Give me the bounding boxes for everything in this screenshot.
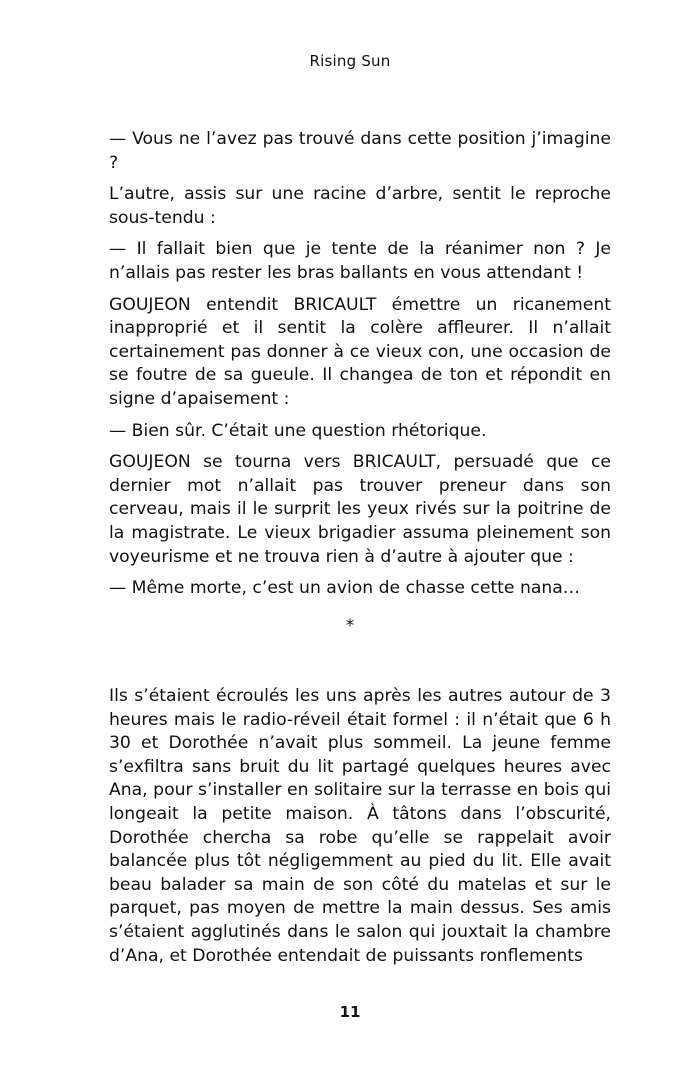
paragraph: GOUJEON entendit BRICAULT émettre un ricanement inapproprié et il sentit la colère affleurer. Il n’allait certainement pas donner à ce vieux con, une occasion de se foutre de sa gueule. Il changea de ton et répondit en signe d’apaisement : xyxy=(109,294,611,409)
paragraph: Ils s’étaient écroulés les uns après les autres autour de 3 heures mais le radio-réveil était formel : il n’était que 6 h 30 et Dorothée n’avait plus sommeil. La jeune femme s’exfiltra sans bruit du lit partagé quelques heures avec Ana, pour s’installer en solitaire sur la terrasse en bois qui longeait la petite maison. À tâtons dans l’obscurité, Dorothée chercha sa robe qu’elle se rappelait avoir balancée plus tôt négligemment au pied du lit. Elle avait beau balader sa main de son côté du matelas et sur le parquet, pas moyen de mettre la main dessus. Ses amis s’étaient agglutinés dans le salon qui jouxtait la chambre d’Ana, et Dorothée entendait de puissants ronflements xyxy=(109,686,611,966)
paragraph: — Même morte, c’est un avion de chasse cette nana… xyxy=(109,578,580,599)
running-title: Rising Sun xyxy=(309,52,391,70)
section-separator: * xyxy=(345,616,355,636)
paragraph: — Il fallait bien que je tente de la réanimer non ? Je n’allais pas rester les bras ballants en vous attendant ! xyxy=(109,239,611,283)
page-number: 11 xyxy=(339,1003,361,1021)
paragraph: — Vous ne l’avez pas trouvé dans cette position j’imagine ? xyxy=(109,129,611,173)
paragraph: — Bien sûr. C’était une question rhétorique. xyxy=(109,420,487,441)
paragraph: L’autre, assis sur une racine d’arbre, sentit le reproche sous-tendu : xyxy=(109,184,611,228)
text-section-1 xyxy=(109,128,611,609)
text-section-2 xyxy=(109,685,611,968)
paragraph: GOUJEON se tourna vers BRICAULT, persuadé que ce dernier mot n’allait pas trouver preneur dans son cerveau, mais il le surprit les yeux rivés sur la poitrine de la magistrate. Le vieux brigadier assuma pleinement son voyeurisme et ne trouva rien à d’autre à ajouter que : xyxy=(109,452,611,567)
